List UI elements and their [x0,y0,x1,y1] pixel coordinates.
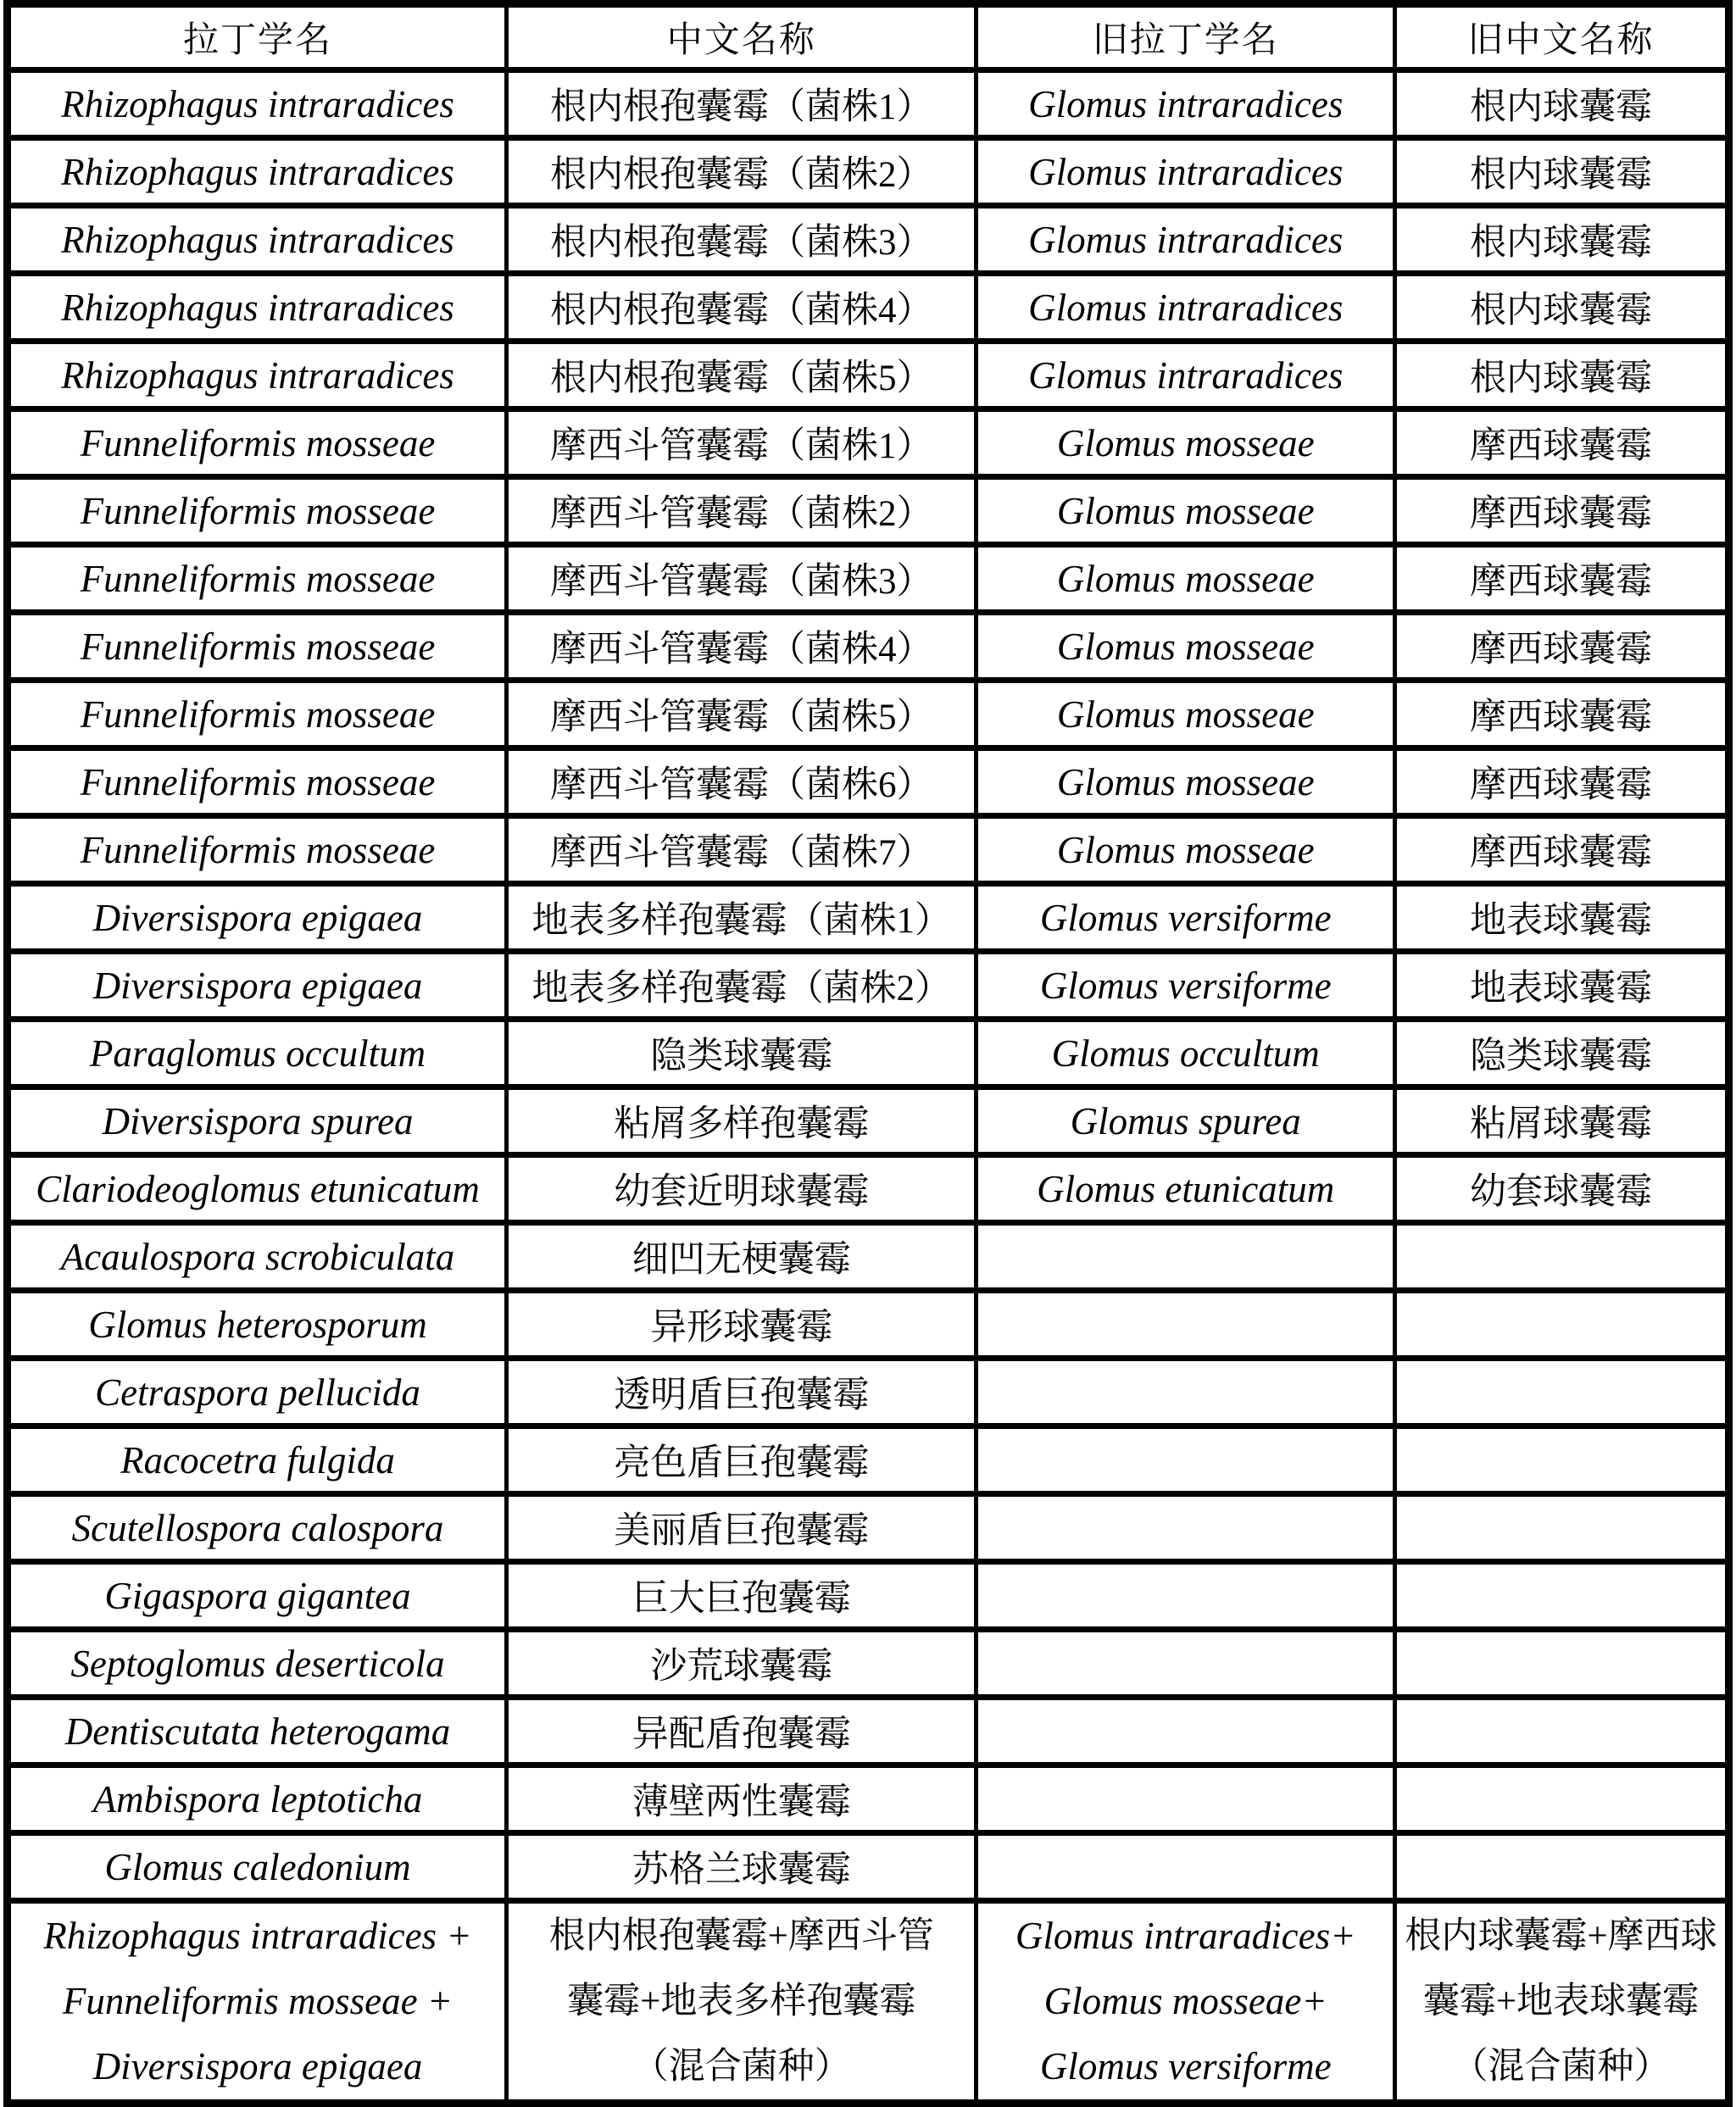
old-latin-name-cell [976,681,1395,748]
cell-text: Glomus intraradices [1028,82,1344,125]
cell-text: Glomus intraradices [1028,353,1344,397]
old-latin-name-cell [976,884,1395,952]
chinese-name-cell [506,70,976,138]
cell-text: Funneliformis mosseae [80,421,436,464]
old-chinese-name-cell [1394,816,1728,884]
cell-text: 摩西斗管囊霉（菌株1） [549,426,933,466]
old-latin-name-cell [976,206,1395,274]
table-row [8,409,1729,477]
cell-text: 根内根孢囊霉+摩西斗管 [548,1916,934,1956]
cell-text: 根内球囊霉 [1469,87,1652,127]
chinese-name-cell [506,952,976,1020]
table-row [8,1426,1729,1494]
old-chinese-name-cell [1394,613,1728,681]
cell-text: 美丽盾巨孢囊霉 [614,1511,870,1551]
cell-text: Diversispora spurea [102,1099,414,1142]
cell-text: Funneliformis mosseae [80,828,436,871]
cell-text: 囊霉+地表多样孢囊霉 [567,1982,916,2021]
header-old-chinese-name: 旧中文名称 [1394,4,1728,70]
cell-text: Glomus heterosporum [88,1303,427,1346]
table-row [8,1223,1729,1291]
cell-text: Glomus mosseae [1056,557,1315,600]
latin-name-cell [8,477,507,545]
cell-text: Glomus mosseae [1056,489,1315,532]
old-latin-name-cell [976,1020,1395,1087]
header-chinese-name: 中文名称 [506,4,976,70]
chinese-name-cell [506,681,976,748]
cell-text: 地表多样孢囊霉（菌株2） [531,969,951,1009]
cell-text: Glomus mosseae [1056,421,1315,464]
cell-text: Glomus versiforme [1039,2045,1332,2088]
cell-text: Glomus mosseae [1056,692,1315,736]
table-row [8,1562,1729,1630]
chinese-name-cell [506,1359,976,1426]
chinese-name-cell [506,1426,976,1494]
old-chinese-name-cell [1394,748,1728,816]
species-table-body [8,70,1729,2104]
old-chinese-name-cell [1394,1765,1728,1833]
chinese-name-cell [506,1562,976,1630]
cell-text: 根内球囊霉 [1469,359,1652,398]
cell-text: 粘屑多样孢囊霉 [614,1104,870,1144]
latin-name-cell [8,1901,507,2104]
cell-text: Rhizophagus intraradices [61,353,454,397]
cell-text: 亮色盾巨孢囊霉 [614,1443,870,1483]
latin-name-cell [8,545,507,613]
latin-name-cell [8,206,507,274]
cell-text: 根内根孢囊霉（菌株5） [549,359,933,398]
old-chinese-name-cell [1394,1155,1728,1223]
table-row [8,816,1729,884]
cell-text: Glomus mosseae+ [1043,1980,1327,2022]
cell-text: Funneliformis mosseae [80,692,436,736]
chinese-name-cell [506,1901,976,2104]
chinese-name-cell [506,138,976,206]
chinese-name-cell [506,1087,976,1155]
old-latin-name-cell [976,342,1395,409]
old-chinese-name-cell [1394,274,1728,342]
cell-text: （混合菌种） [1451,2047,1671,2087]
old-latin-name-cell [976,1698,1395,1765]
old-latin-name-cell [976,613,1395,681]
latin-name-cell [8,1020,507,1087]
cell-text: Cetraspora pellucida [95,1370,420,1414]
table-row [8,952,1729,1020]
cell-text: 摩西球囊霉 [1469,630,1652,670]
old-chinese-name-cell [1394,70,1728,138]
table-row [8,748,1729,816]
cell-text: 巨大巨孢囊霉 [632,1579,851,1619]
old-chinese-name-cell [1394,409,1728,477]
header-old-latin-name: 旧拉丁学名 [976,4,1395,70]
chinese-name-cell [506,1020,976,1087]
cell-text: Paraglomus occultum [89,1031,426,1075]
cell-text: 根内球囊霉 [1469,155,1652,195]
latin-name-cell [8,613,507,681]
cell-text: Funneliformis mosseae [80,557,436,600]
table-row [8,1494,1729,1562]
table-row [8,274,1729,342]
cell-text: 囊霉+地表球囊霉 [1422,1982,1700,2021]
cell-text: 摩西球囊霉 [1469,562,1652,602]
cell-text: Glomus caledonium [104,1845,411,1888]
cell-text: Glomus versiforme [1039,964,1332,1007]
old-latin-name-cell [976,545,1395,613]
cell-text: 地表球囊霉 [1469,969,1652,1009]
cell-text: Racocetra fulgida [120,1438,395,1482]
cell-text: Rhizophagus intraradices [61,150,454,193]
cell-text: 粘屑球囊霉 [1469,1104,1652,1144]
cell-text: 根内根孢囊霉（菌株1） [549,87,933,127]
old-latin-name-cell [976,274,1395,342]
old-latin-name-cell [976,1833,1395,1901]
chinese-name-cell [506,1698,976,1765]
cell-text: Glomus intraradices [1028,218,1344,261]
cell-text: 根内根孢囊霉（菌株2） [549,155,933,195]
cell-text: 摩西斗管囊霉（菌株6） [549,765,933,805]
chinese-name-cell [506,1765,976,1833]
latin-name-cell [8,884,507,952]
chinese-name-cell [506,1291,976,1359]
chinese-name-cell [506,613,976,681]
old-latin-name-cell [976,748,1395,816]
header-latin-name: 拉丁学名 [8,4,507,70]
old-chinese-name-cell [1394,138,1728,206]
chinese-name-cell [506,1833,976,1901]
old-latin-name-cell [976,70,1395,138]
cell-text: Rhizophagus intraradices [61,218,454,261]
chinese-name-cell [506,884,976,952]
header-row [8,4,1729,70]
chinese-name-cell [506,816,976,884]
cell-text: 异配盾孢囊霉 [632,1715,851,1754]
latin-name-cell [8,1562,507,1630]
cell-text: Glomus intraradices [1028,286,1344,329]
chinese-name-cell [506,477,976,545]
table-row [8,342,1729,409]
cell-text: 根内球囊霉+摩西球 [1405,1916,1717,1956]
cell-text: 地表多样孢囊霉（菌株1） [531,901,951,941]
cell-text: 根内球囊霉 [1469,291,1652,331]
chinese-name-cell [506,748,976,816]
old-chinese-name-cell [1394,206,1728,274]
cell-text: 幼套球囊霉 [1469,1172,1652,1212]
cell-text: Glomus mosseae [1056,828,1315,871]
old-latin-name-cell [976,1155,1395,1223]
old-chinese-name-cell [1394,1291,1728,1359]
old-latin-name-cell [976,477,1395,545]
old-chinese-name-cell [1394,1562,1728,1630]
old-latin-name-cell [976,1087,1395,1155]
cell-text: 摩西球囊霉 [1469,426,1652,466]
old-latin-name-cell [976,1494,1395,1562]
cell-text: Clariodeoglomus etunicatum [36,1167,480,1210]
cell-text: Septoglomus deserticola [70,1642,445,1685]
chinese-name-cell [506,274,976,342]
old-chinese-name-cell [1394,1087,1728,1155]
cell-text: Diversispora epigaea [92,964,423,1007]
cell-text: 摩西斗管囊霉（菌株7） [549,833,933,873]
old-chinese-name-cell [1394,1833,1728,1901]
old-latin-name-cell [976,1630,1395,1698]
old-chinese-name-cell [1394,477,1728,545]
table-row [8,1020,1729,1087]
chinese-name-cell [506,409,976,477]
table-row [8,1291,1729,1359]
cell-text: 细凹无梗囊霉 [632,1240,851,1280]
latin-name-cell [8,1359,507,1426]
cell-text: Acaulospora scrobiculata [60,1235,455,1278]
latin-name-cell [8,681,507,748]
latin-name-cell [8,1291,507,1359]
cell-text: Scutellospora calospora [71,1506,444,1549]
latin-name-cell [8,342,507,409]
cell-text: Funneliformis mosseae [80,625,436,668]
cell-text: 隐类球囊霉 [1469,1037,1652,1076]
cell-text: 隐类球囊霉 [650,1037,833,1076]
cell-text: 异形球囊霉 [650,1308,833,1348]
cell-text: Glomus occultum [1051,1031,1320,1075]
table-row [8,70,1729,138]
latin-name-cell [8,409,507,477]
cell-text: 摩西球囊霉 [1469,765,1652,805]
cell-text: 摩西斗管囊霉（菌株4） [549,630,933,670]
table-row [8,1765,1729,1833]
old-latin-name-cell [976,1901,1395,2104]
old-latin-name-cell [976,1291,1395,1359]
table-row [8,884,1729,952]
latin-name-cell [8,1494,507,1562]
old-chinese-name-cell [1394,342,1728,409]
cell-text: Glomus etunicatum [1037,1167,1335,1210]
latin-name-cell [8,274,507,342]
table-row [8,206,1729,274]
cell-text: Funneliformis mosseae + [62,1980,453,2022]
old-chinese-name-cell [1394,1901,1728,2104]
latin-name-cell [8,816,507,884]
cell-text: Glomus mosseae [1056,625,1315,668]
chinese-name-cell [506,206,976,274]
cell-text: Glomus mosseae [1056,760,1315,803]
cell-text: Ambispora leptoticha [92,1777,423,1821]
cell-text: 根内球囊霉 [1469,223,1652,263]
chinese-name-cell [506,1155,976,1223]
table-row [8,1833,1729,1901]
cell-text: 根内根孢囊霉（菌株4） [549,291,933,331]
table-row [8,1630,1729,1698]
latin-name-cell [8,1765,507,1833]
latin-name-cell [8,1426,507,1494]
cell-text: Diversispora epigaea [92,2045,423,2088]
old-chinese-name-cell [1394,1630,1728,1698]
old-chinese-name-cell [1394,681,1728,748]
table-row [8,681,1729,748]
table-row [8,477,1729,545]
old-chinese-name-cell [1394,545,1728,613]
species-name-table [3,0,1733,2107]
cell-text: Rhizophagus intraradices [61,286,454,329]
old-chinese-name-cell [1394,952,1728,1020]
old-latin-name-cell [976,1223,1395,1291]
latin-name-cell [8,70,507,138]
old-latin-name-cell [976,1359,1395,1426]
cell-text: 根内根孢囊霉（菌株3） [549,223,933,263]
cell-text: 摩西斗管囊霉（菌株3） [549,562,933,602]
cell-text: Glomus intraradices [1028,150,1344,193]
cell-text: Glomus versiforme [1039,896,1332,939]
table-row [8,1901,1729,2104]
cell-text: 摩西球囊霉 [1469,833,1652,873]
table-row [8,138,1729,206]
table-row [8,545,1729,613]
chinese-name-cell [506,1223,976,1291]
table-row [8,1698,1729,1765]
old-latin-name-cell [976,1765,1395,1833]
old-latin-name-cell [976,1426,1395,1494]
cell-text: 摩西斗管囊霉（菌株5） [549,698,933,737]
cell-text: Funneliformis mosseae [80,489,436,532]
cell-text: Diversispora epigaea [92,896,423,939]
chinese-name-cell [506,1494,976,1562]
latin-name-cell [8,138,507,206]
cell-text: Glomus intraradices+ [1015,1915,1356,1957]
old-latin-name-cell [976,1562,1395,1630]
old-chinese-name-cell [1394,1223,1728,1291]
old-chinese-name-cell [1394,1426,1728,1494]
cell-text: Dentiscutata heterogama [64,1710,451,1753]
old-latin-name-cell [976,409,1395,477]
chinese-name-cell [506,545,976,613]
latin-name-cell [8,1698,507,1765]
cell-text: 摩西斗管囊霉（菌株2） [549,494,933,534]
cell-text: 薄壁两性囊霉 [632,1782,851,1822]
cell-text: 摩西球囊霉 [1469,494,1652,534]
chinese-name-cell [506,342,976,409]
table-row [8,613,1729,681]
latin-name-cell [8,1833,507,1901]
cell-text: Rhizophagus intraradices [61,82,454,125]
old-chinese-name-cell [1394,1494,1728,1562]
latin-name-cell [8,1087,507,1155]
cell-text: 苏格兰球囊霉 [632,1850,851,1890]
old-latin-name-cell [976,952,1395,1020]
old-latin-name-cell [976,816,1395,884]
old-latin-name-cell [976,138,1395,206]
cell-text: Gigaspora gigantea [104,1574,411,1617]
cell-text: 摩西球囊霉 [1469,698,1652,737]
cell-text: 地表球囊霉 [1469,901,1652,941]
old-chinese-name-cell [1394,1020,1728,1087]
latin-name-cell [8,748,507,816]
old-chinese-name-cell [1394,884,1728,952]
latin-name-cell [8,1223,507,1291]
latin-name-cell [8,1155,507,1223]
cell-text: Glomus spurea [1070,1099,1301,1142]
cell-text: 沙荒球囊霉 [650,1647,833,1687]
latin-name-cell [8,952,507,1020]
cell-text: Rhizophagus intraradices + [43,1915,472,1957]
cell-text: 幼套近明球囊霉 [614,1172,870,1212]
old-chinese-name-cell [1394,1359,1728,1426]
table-row [8,1087,1729,1155]
chinese-name-cell [506,1630,976,1698]
cell-text: Funneliformis mosseae [80,760,436,803]
table-row [8,1155,1729,1223]
table-row [8,1359,1729,1426]
latin-name-cell [8,1630,507,1698]
cell-text: （混合菌种） [632,2047,851,2087]
cell-text: 透明盾巨孢囊霉 [614,1376,870,1415]
old-chinese-name-cell [1394,1698,1728,1765]
